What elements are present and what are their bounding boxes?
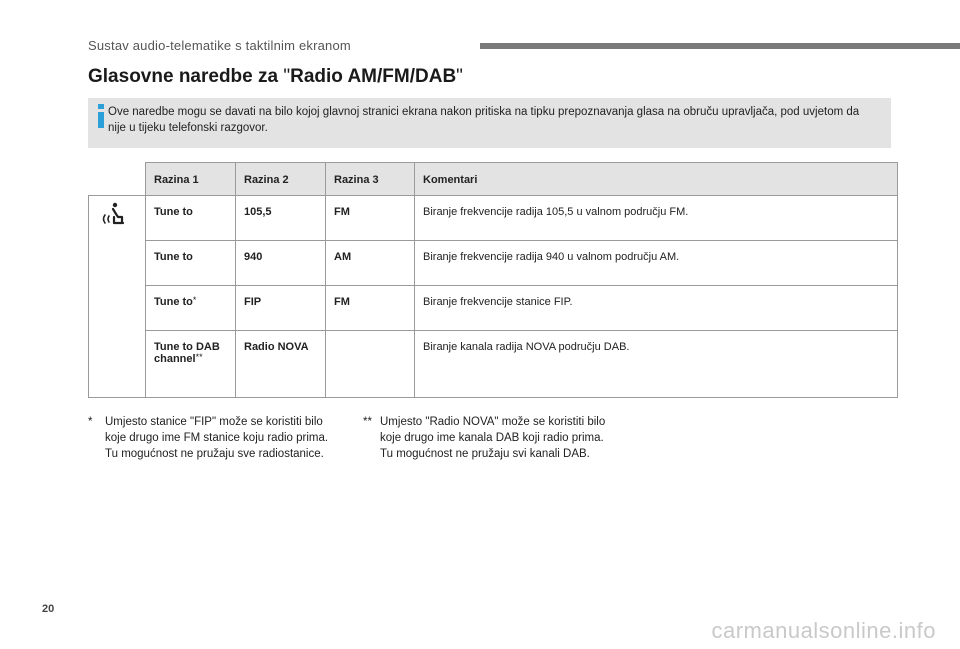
info-icon [94, 104, 108, 128]
title-name: Radio AM/FM/DAB [290, 66, 457, 87]
row2-level1: Tune to [146, 241, 236, 286]
header-level-1: Razina 1 [146, 163, 236, 196]
footnote-line: Tu mogućnost ne pružaju svi kanali DAB. [380, 448, 590, 460]
table-header-row [89, 163, 898, 196]
info-box [88, 98, 891, 148]
row4-level2: Radio NOVA [236, 331, 326, 398]
row2-comment: Biranje frekvencije radija 940 u valnom području AM. [415, 241, 898, 286]
row1-level3: FM [326, 196, 415, 241]
header-bar [480, 43, 960, 49]
header-level-3: Razina 3 [326, 163, 415, 196]
title-quote-close: " [456, 66, 463, 87]
row3-level1: Tune to* [146, 286, 236, 331]
row2-level3: AM [326, 241, 415, 286]
footnote-line: Tu mogućnost ne pružaju sve radiostanice. [105, 448, 324, 460]
footnote-line: Umjesto "Radio NOVA" može se koristiti bilo [380, 416, 606, 428]
title-main: Glasovne naredbe za [88, 66, 284, 87]
table-row [89, 286, 898, 331]
row2-level2: 940 [236, 241, 326, 286]
row4-level1: Tune to DAB channel** [146, 331, 236, 398]
header-comments: Komentari [415, 163, 898, 196]
row4-comment: Biranje kanala radija NOVA području DAB. [415, 331, 898, 398]
footnote-mark: * [88, 416, 93, 428]
footnote-line: koje drugo ime FM stanice koju radio prima. [105, 432, 329, 444]
row4-level3 [326, 331, 415, 398]
table-row [89, 196, 898, 241]
header-level-2: Razina 2 [236, 163, 326, 196]
row1-comment: Biranje frekvencije radija 105,5 u valnom području FM. [415, 196, 898, 241]
table-row [89, 331, 898, 398]
footnote-line: koje drugo ime kanala DAB koji radio prima. [380, 432, 604, 444]
voice-icon-cell [89, 196, 146, 398]
page-number: 20 [42, 603, 55, 615]
footnote-mark: ** [363, 416, 372, 428]
footnote-line: Umjesto stanice "FIP" može se koristiti bilo [105, 416, 323, 428]
row3-comment: Biranje frekvencije stanice FIP. [415, 286, 898, 331]
row1-level2: 105,5 [236, 196, 326, 241]
watermark: carmanualsonline.info [711, 618, 936, 643]
table-row [89, 241, 898, 286]
header-title: Sustav audio-telematike s taktilnim ekranom [88, 38, 351, 53]
row3-level3: FM [326, 286, 415, 331]
commands-table [88, 162, 898, 398]
title-quote-open: " [283, 66, 291, 87]
info-text: Ove naredbe mogu se davati na bilo kojoj glavnoj stranici ekrana nakon pritiska na tipku prepoznavanja glasa na obruču upravljača, pod uvjetom da nije u tijeku telefonski razgovor. [108, 106, 860, 134]
row1-level1: Tune to [146, 196, 236, 241]
row3-level2: FIP [236, 286, 326, 331]
section-title [88, 66, 463, 88]
voice-command-icon [101, 202, 127, 228]
